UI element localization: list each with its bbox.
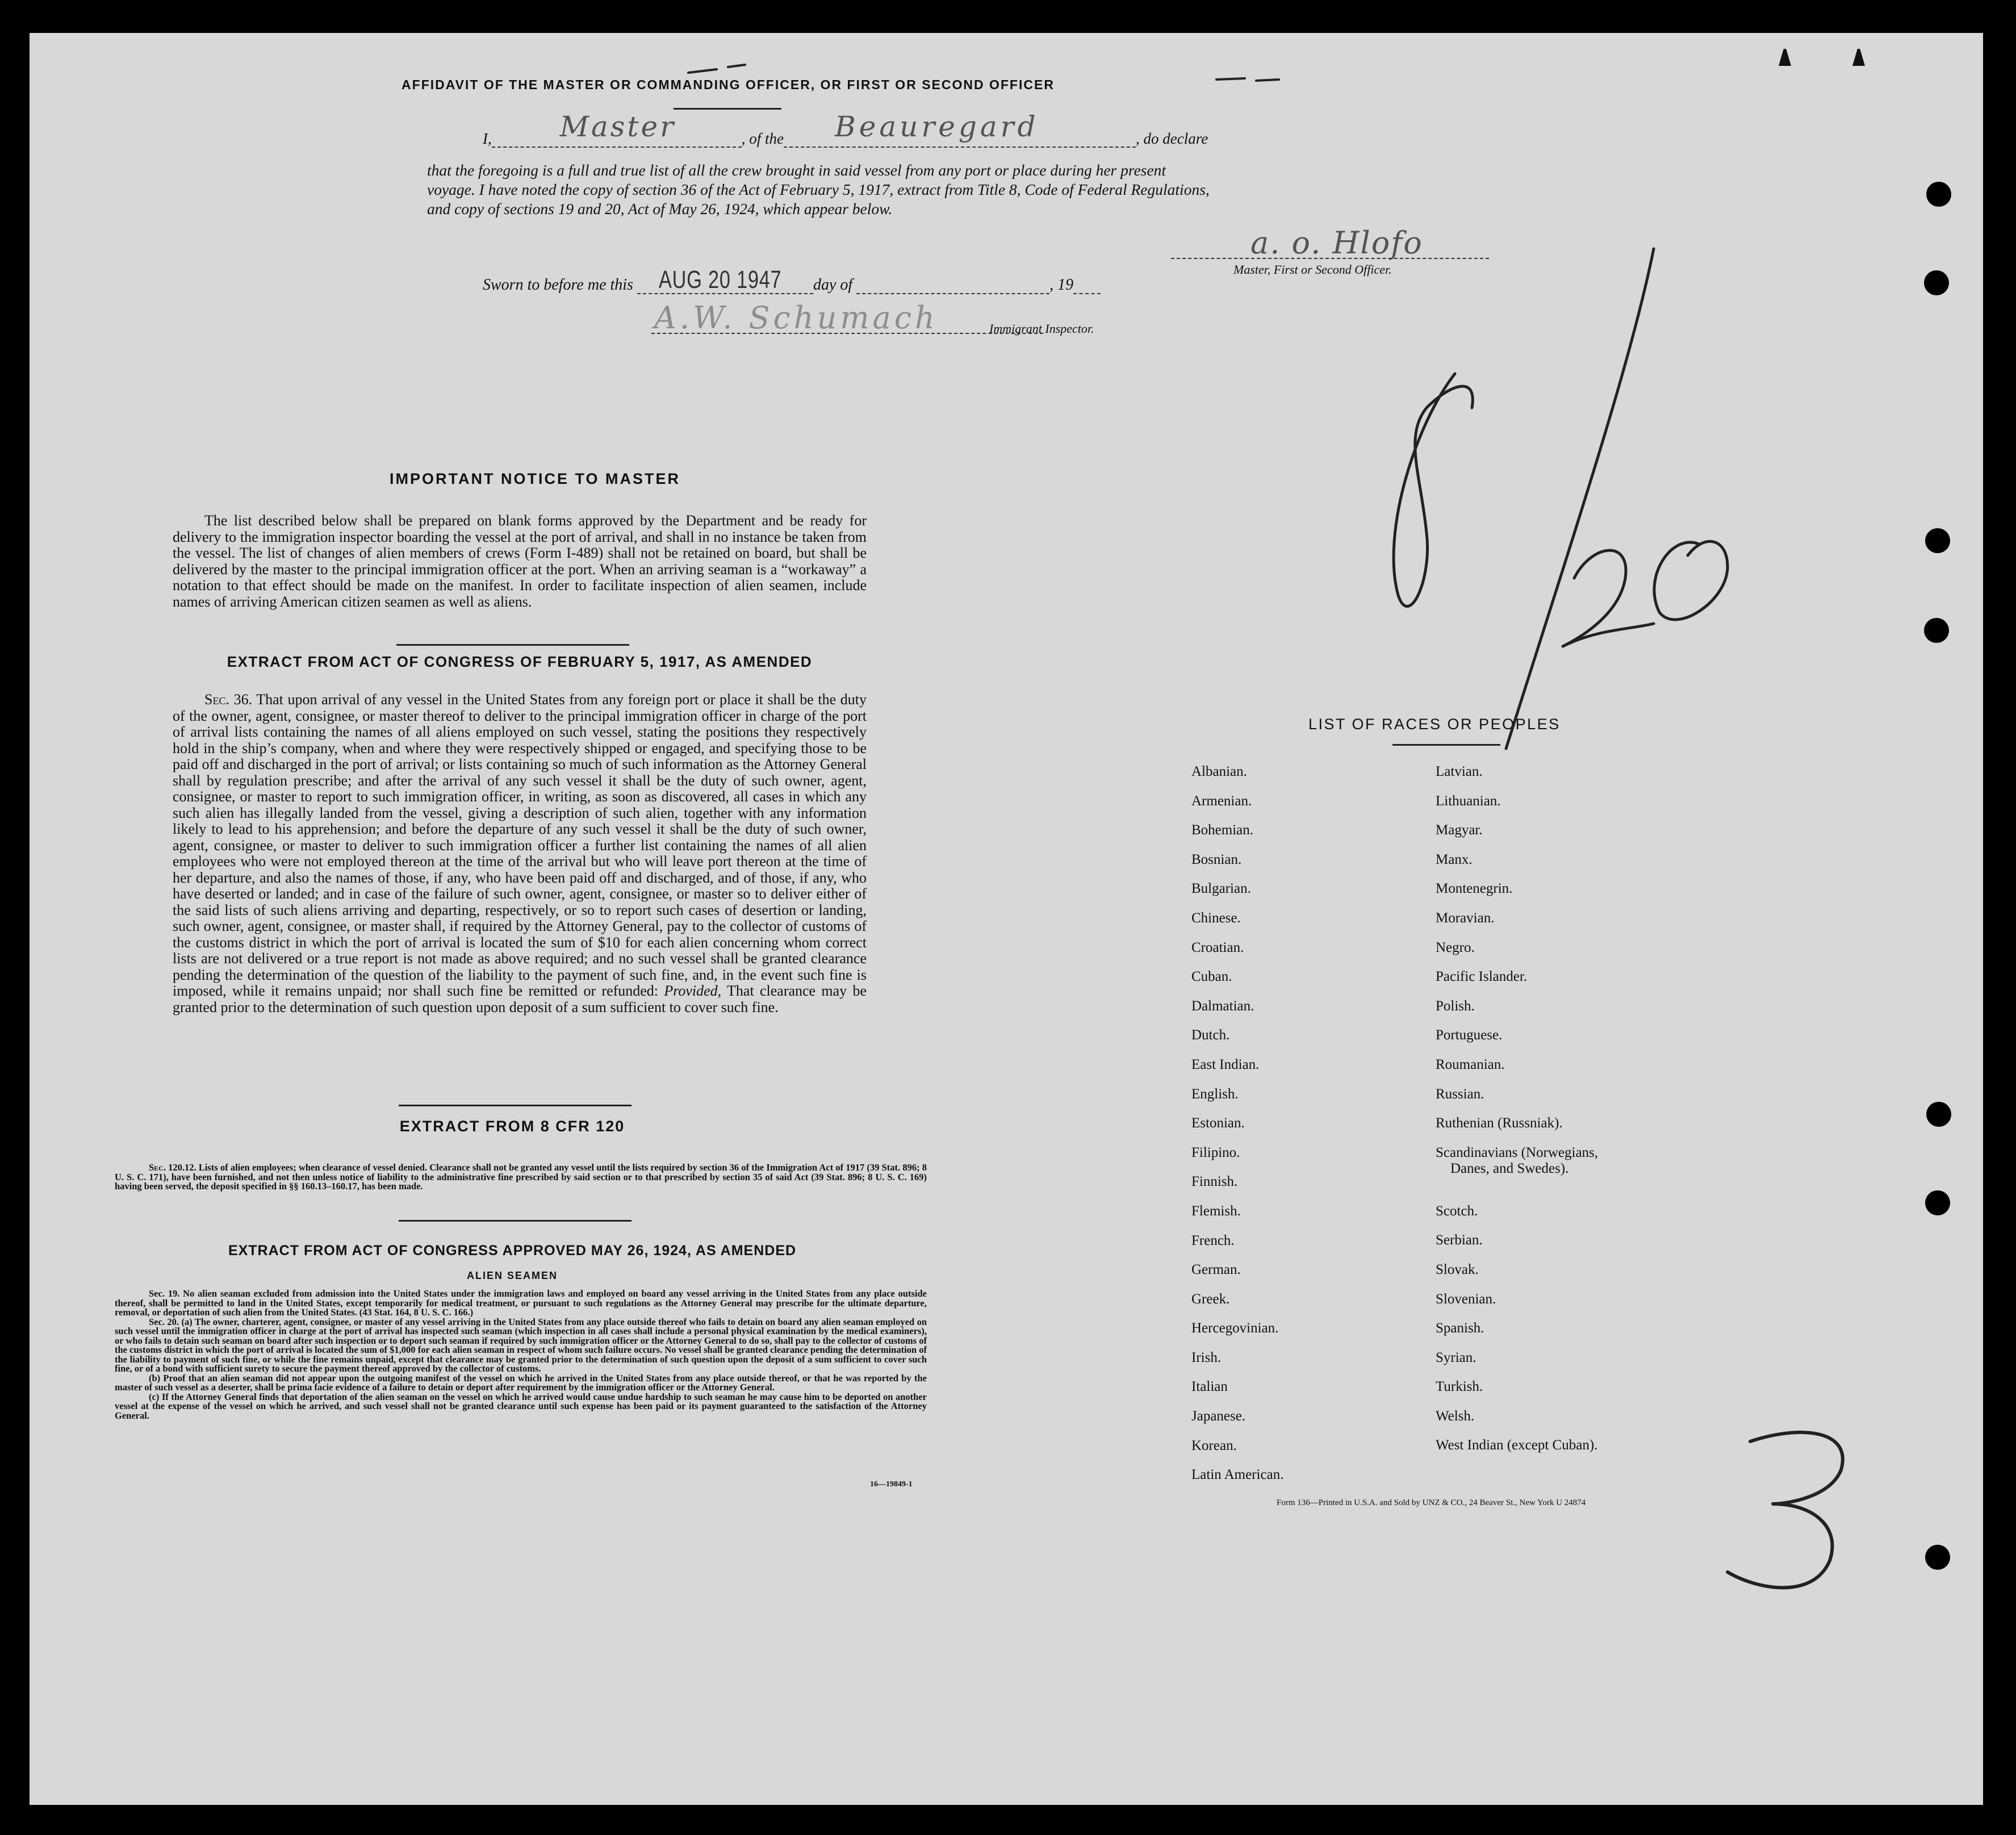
cfr-text-content: Lists of alien employees; when clearance of vessel denied. Clearance shall not be granted any vessel until the lists required by section 36 of the Immigration Act of 1917 (39 Stat. 896; 8 U. S. C. 171), have been furnished, and not then unless notice of liability to the administrative fine prescribed by said section or to that prescribed by section 35 of said Act (39 Stat. 896; 8 U. S. C. 169) having been served, the deposit specified in §§ 160.13–160.17, has been made. [115, 1162, 927, 1192]
act1917-text [173, 692, 867, 1015]
race-item: English. [1191, 1086, 1239, 1102]
act1924-sec19: Sec. 19. No alien seaman excluded from admission into the United States under the immigration laws and employed on board any vessel arriving in the United States from any place outside thereof, shall be permitted to land in the United States, except temporarily for medical treatment, or pursuant to such regulations as the Attorney General may prescribe for the ultimate departure, removal, or deportation of such alien from the United States. (43 Stat. 164, 8 U. S. C. 166.) [115, 1288, 927, 1318]
sworn-year-field [1073, 276, 1101, 294]
top-pen-marks [683, 50, 1296, 84]
act1924-subheading: ALIEN SEAMEN [466, 1270, 558, 1281]
punch-hole [1926, 182, 1951, 207]
race-item: Irish. [1191, 1349, 1222, 1365]
race-item: Croatian. [1191, 939, 1244, 955]
race-item: Bulgarian. [1191, 881, 1251, 897]
notice-rule [396, 644, 629, 646]
race-item: Serbian. [1436, 1232, 1483, 1248]
punch-hole [1925, 1545, 1950, 1570]
race-item: Scotch. [1436, 1203, 1478, 1219]
race-item: Turkish. [1436, 1379, 1483, 1395]
race-item: Polish. [1436, 998, 1475, 1014]
race-item: Cuban. [1191, 969, 1232, 985]
handwritten-date-8-20 [1336, 237, 1745, 777]
act1924-sec20c: (c) If the Attorney General finds that deportation of the alien seaman on the vessel on which he arrived would cause undue hardship to such seaman he may cause him to be deported on another vessel at the expense of the vessel on which he arrived, and such vessel shall not be granted clearance until such expense has been paid or its payment guaranteed to the satisfaction of the Attorney General. [115, 1391, 927, 1421]
corner-mark-left [1779, 49, 1791, 66]
cfr-text [115, 1163, 927, 1192]
race-item: Syrian. [1436, 1349, 1477, 1365]
race-item: Welsh. [1436, 1408, 1475, 1424]
race-item: Roumanian. [1436, 1056, 1505, 1072]
race-item: Finnish. [1191, 1174, 1238, 1190]
affidavit-line-2: voyage. I have noted the copy of section 36 of the Act of February 5, 1917, extract from Title 8, Code of Federal Regulations, [427, 181, 1210, 198]
sworn-month-field [856, 276, 1049, 294]
punch-hole [1926, 1102, 1951, 1127]
affidavit-title: AFFIDAVIT OF THE MASTER OR COMMANDING OFFICER, OR FIRST OR SECOND OFFICER [401, 77, 1055, 92]
date-stamp: AUG 20 1947 [658, 266, 782, 294]
printer-footer: Form 136—Printed in U.S.A. and Sold by UNZ & CO., 24 Beaver St., New York U 24874 [1277, 1498, 1586, 1507]
race-item: Bosnian. [1191, 851, 1242, 867]
race-item: Danes, and Swedes). [1450, 1160, 1569, 1176]
race-item: Korean. [1191, 1437, 1237, 1453]
act1917-heading: EXTRACT FROM ACT OF CONGRESS OF FEBRUARY 5, 1917, AS AMENDED [227, 653, 813, 670]
sworn-line [483, 266, 1101, 294]
race-item: Estonian. [1191, 1115, 1245, 1131]
cfr-rule [399, 1220, 631, 1222]
sworn-day-field [637, 266, 813, 294]
vessel-field [784, 110, 1136, 148]
affidavit-body [427, 161, 1557, 219]
affidavit-of-the: , of the [741, 130, 784, 147]
day-of-text: day of [813, 276, 853, 294]
race-item: Manx. [1436, 851, 1473, 867]
race-item: Hercegovinian. [1191, 1320, 1279, 1336]
handwritten-page-number-3 [1705, 1419, 1887, 1612]
rank-field [492, 110, 742, 148]
race-item: Slovak. [1436, 1261, 1479, 1277]
act1924-form-code: 16—19849-1 [870, 1480, 913, 1489]
cfr-sec-label: Sec. 120.12. [149, 1162, 196, 1173]
race-item: Flemish. [1191, 1203, 1241, 1219]
notice-text-content: The list described below shall be prepared on blank forms approved by the Department and be ready for delivery to the immigration inspector boarding the vessel at the port of arrival, and shall in no instance be taken from the vessel. The list of changes of alien members of crews (Form I-489) shall not be retained on board, but shall be delivered by the master to the principal immigration officer at the port. When an arriving seaman is a “workaway” a notation to that effect should be made on the manifest. In order to facilitate inspection of alien seamen, include names of arriving American citizen seamen as well as aliens. [173, 512, 867, 610]
cfr-heading: EXTRACT FROM 8 CFR 120 [399, 1118, 625, 1135]
race-item: Montenegrin. [1436, 881, 1513, 897]
vessel-handwritten: Beauregard [835, 110, 1039, 143]
race-item: Albanian. [1191, 764, 1247, 779]
race-item: Dutch. [1191, 1027, 1230, 1043]
race-item: Latvian. [1436, 764, 1483, 779]
race-item: Filipino. [1191, 1144, 1240, 1160]
punch-hole [1924, 618, 1949, 643]
act1917-text-b: That clearance may be granted prior to the determination of such question upon deposit of a sum sufficient to cover such fine. [173, 983, 867, 1015]
race-item: French. [1191, 1232, 1235, 1248]
act1917-rule [399, 1105, 631, 1106]
act1924-text [115, 1289, 927, 1420]
races-column-1 [1191, 757, 1283, 1490]
race-item: Greek. [1191, 1291, 1230, 1307]
affidavit-i: I, [483, 130, 492, 147]
race-item: Bohemian. [1191, 822, 1254, 838]
race-item: Ruthenian (Russniak). [1436, 1115, 1563, 1131]
race-item: East Indian. [1191, 1056, 1260, 1072]
race-item: Magyar. [1436, 822, 1483, 838]
notice-text [173, 513, 867, 610]
race-item: Lithuanian. [1436, 793, 1501, 809]
year-prefix: , 19 [1049, 276, 1074, 294]
race-item: Portuguese. [1436, 1027, 1503, 1043]
race-item: Latin American. [1191, 1467, 1284, 1483]
rank-handwritten: Master [559, 110, 676, 143]
act1924-heading: EXTRACT FROM ACT OF CONGRESS APPROVED MAY 26, 1924, AS AMENDED [228, 1243, 797, 1259]
race-item: Moravian. [1436, 910, 1495, 926]
race-item: Pacific Islander. [1436, 969, 1528, 985]
sworn-text: Sworn to before me this [483, 276, 633, 294]
affidavit-line-1: that the foregoing is a full and true list of all the crew brought in said vessel from any port or place during her present [427, 161, 1166, 179]
document-page [30, 33, 1983, 1805]
race-item: Japanese. [1191, 1408, 1246, 1424]
master-signature-caption: Master, First or Second Officer. [1233, 262, 1392, 277]
act1917-text-a: That upon arrival of any vessel in the United States from any foreign port or place it shall be the duty of the owner, agent, consignee, or master thereof to deliver to the principal immigration officer in charge of the port of arrival lists containing the names of all aliens employed on such vessel, stating the positions they respectively hold in the ship’s company, when and where they were respectively shipped or engaged, and specifying those to be paid off and discharged in the port of arrival; or lists containing so much of such information as the Attorney General shall by regulation prescribe; and after the arrival of any such vessel it shall be the duty of such owner, agent, consignee, or master to report to such immigration officer, in writing, as soon as discovered, all cases in which any such alien has illegally landed from the vessel, giving a description of such alien, together with any information likely to lead to his apprehension; and before the departure of any such vessel it shall be the duty of such owner, agent, consignee, or master to deliver to such immigration officer a further list containing the names of all alien employees who were not employed thereon at the time of the arrival but who will leave port thereon at the time of her departure, and also the names of those, if any, who have been paid off and discharged, and of those, if any, who have deserted or landed; and in case of the failure of such owner, agent, consignee, or master so to deliver either of the said lists of such aliens arriving and departing, respectively, or so to report such cases of desertion or landing, such owner, agent, consignee, or master shall, if required by the Attorney General, pay to the collector of customs of the customs district in which the port of arrival is located the sum of $10 for each alien concerning whom correct lists are not delivered or a true report is not made as above required; and no such vessel shall be granted clearance pending the determination of the question of the liability to the payment of such fine, and, in the event such fine is imposed, while it remains unpaid; nor shall such fine be remitted or refunded: [173, 691, 867, 999]
act1917-sec-label: Sec. 36. [204, 691, 253, 708]
act1924-sec20b: (b) Proof that an alien seaman did not appear upon the outgoing manifest of the vessel on which he arrived in the United States from any place outside thereof, or that he was reported by the master of such vessel as a deserter, shall be prima facie evidence of a failure to detain or deport after requirement by the immigration officer or the Attorney General. [115, 1372, 927, 1393]
punch-hole [1924, 270, 1949, 295]
race-item: Spanish. [1436, 1320, 1484, 1336]
corner-mark-right [1852, 49, 1865, 66]
affidavit-line-3: and copy of sections 19 and 20, Act of May 26, 1924, which appear below. [427, 200, 893, 218]
affidavit-do-declare: , do declare [1136, 130, 1208, 147]
inspector-caption: Immigrant Inspector. [989, 321, 1094, 336]
race-item: Russian. [1436, 1086, 1484, 1102]
notice-heading: IMPORTANT NOTICE TO MASTER [390, 470, 680, 487]
race-item: Negro. [1436, 939, 1475, 955]
race-item: Chinese. [1191, 910, 1241, 926]
race-item: Scandinavians (Norwegians, [1436, 1144, 1599, 1160]
race-item: Dalmatian. [1191, 998, 1254, 1014]
affidavit-title-rule [674, 108, 781, 110]
act1924-sec20a: Sec. 20. (a) The owner, charterer, agent, consignee, or master of any vessel arriving in the United States from any place outside thereof who fails to detain on board any alien seaman employed on such vessel until the immigration officer in charge at the port of arrival has inspected such seaman (which inspection in all cases shall include a personal physical examination by the medical examiners), or who fails to detain such seaman on board after such inspection or to deport such seaman if required by such immigration officer or the Attorney General to do so, shall pay to the collector of customs of the customs district in which the port of arrival is located the sum of $1,000 for each alien seaman in respect of whom such failure occurs. No vessel shall be granted clearance pending the determination of the liability to payment of such fine, or while the fine remains unpaid, except that clearance may be granted prior to the determination of such question upon the deposit of a sum sufficient to cover such fine, or of a bond with sufficient surety to secure the payment thereof approved by the collector of customs. [115, 1316, 927, 1374]
races-column-2 [1436, 757, 1598, 1460]
race-item: West Indian (except Cuban). [1436, 1437, 1598, 1453]
act1917-provided: Provided, [664, 983, 722, 999]
race-item: Italian [1191, 1379, 1228, 1395]
master-signature: a. o. Hlofo [1250, 225, 1423, 261]
races-heading: LIST OF RACES OR PEOPLES [1308, 716, 1561, 733]
race-item: Armenian. [1191, 793, 1252, 809]
affidavit-line-declare [483, 110, 1556, 148]
punch-hole [1925, 1190, 1950, 1215]
race-item: Slovenian. [1436, 1291, 1496, 1307]
inspector-signature: A.W. Schumach [654, 300, 938, 336]
race-item: German. [1191, 1262, 1241, 1278]
punch-hole [1925, 528, 1950, 553]
